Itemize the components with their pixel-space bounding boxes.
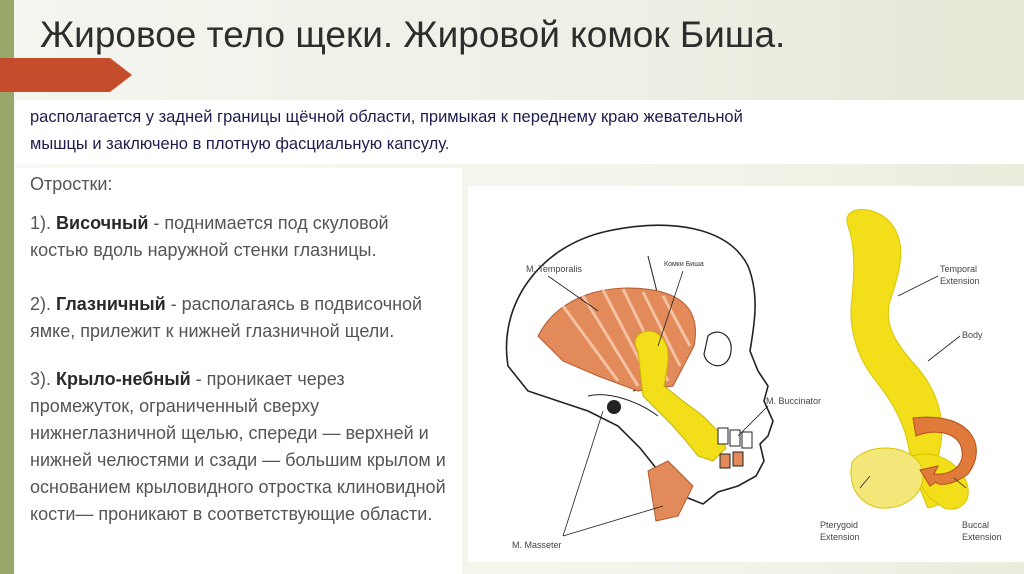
process-item-orbital [30,291,450,345]
processes-heading: Отростки: [30,174,113,194]
label-temporalis: M. Temporalis [526,264,582,274]
process-name: Височный [56,213,149,233]
label-bisha: Комки Биша [664,261,704,268]
label-buccal-extension-2: Extension [962,532,1002,542]
process-desc: - проникает через промежуток, ограниченный сверху нижнеглазничной щелью, спереди — верхней и нижней челюстями и сзади — большим крылом и основанием крыловидного отростка клиновидной кости— проникают в соответствующие области. [30,369,446,524]
masseter-muscle [648,461,693,521]
process-name: Глазничный [56,294,166,314]
fat-pad-pterygoid-extension [851,448,923,508]
process-number: 2). [30,294,52,314]
ear-opening [607,400,621,414]
label-temporal-extension-2: Extension [940,276,980,286]
intro-line-2: мышцы и заключено в плотную фасциальную капсулу. [30,135,450,153]
intro-line-1: располагается у задней границы щёчной области, примыкая к переднему краю жевательной [30,108,743,126]
process-number: 1). [30,213,52,233]
process-number: 3). [30,369,52,389]
anatomy-illustration [468,186,1024,562]
process-desc: - располагаясь в подвисочной ямке, прилежит к нижней глазничной щели. [30,294,423,341]
label-temporal-extension-1: Temporal [940,264,978,274]
anatomy-figure [468,186,1024,562]
process-name: Крыло-небный [56,369,191,389]
label-pterygoid-extension-1: Pterygoid [820,520,859,530]
process-desc: - поднимается под скуловой костью вдоль наружной стенки глазницы. [30,213,389,260]
slide-title: Жировое тело щеки. Жировой комок Биша. [40,14,786,55]
label-body: Body [962,330,983,340]
accent-arrow-tab [0,58,132,92]
label-pterygoid-extension-2: Extension [820,532,860,542]
intro-text [30,104,980,158]
process-item-pterygopalatine [30,366,450,528]
label-buccinator: M. Buccinator [766,396,822,406]
label-masseter: M. Masseter [512,540,562,550]
process-item-temporal [30,210,450,264]
label-buccal-extension-1: Buccal [962,520,990,530]
